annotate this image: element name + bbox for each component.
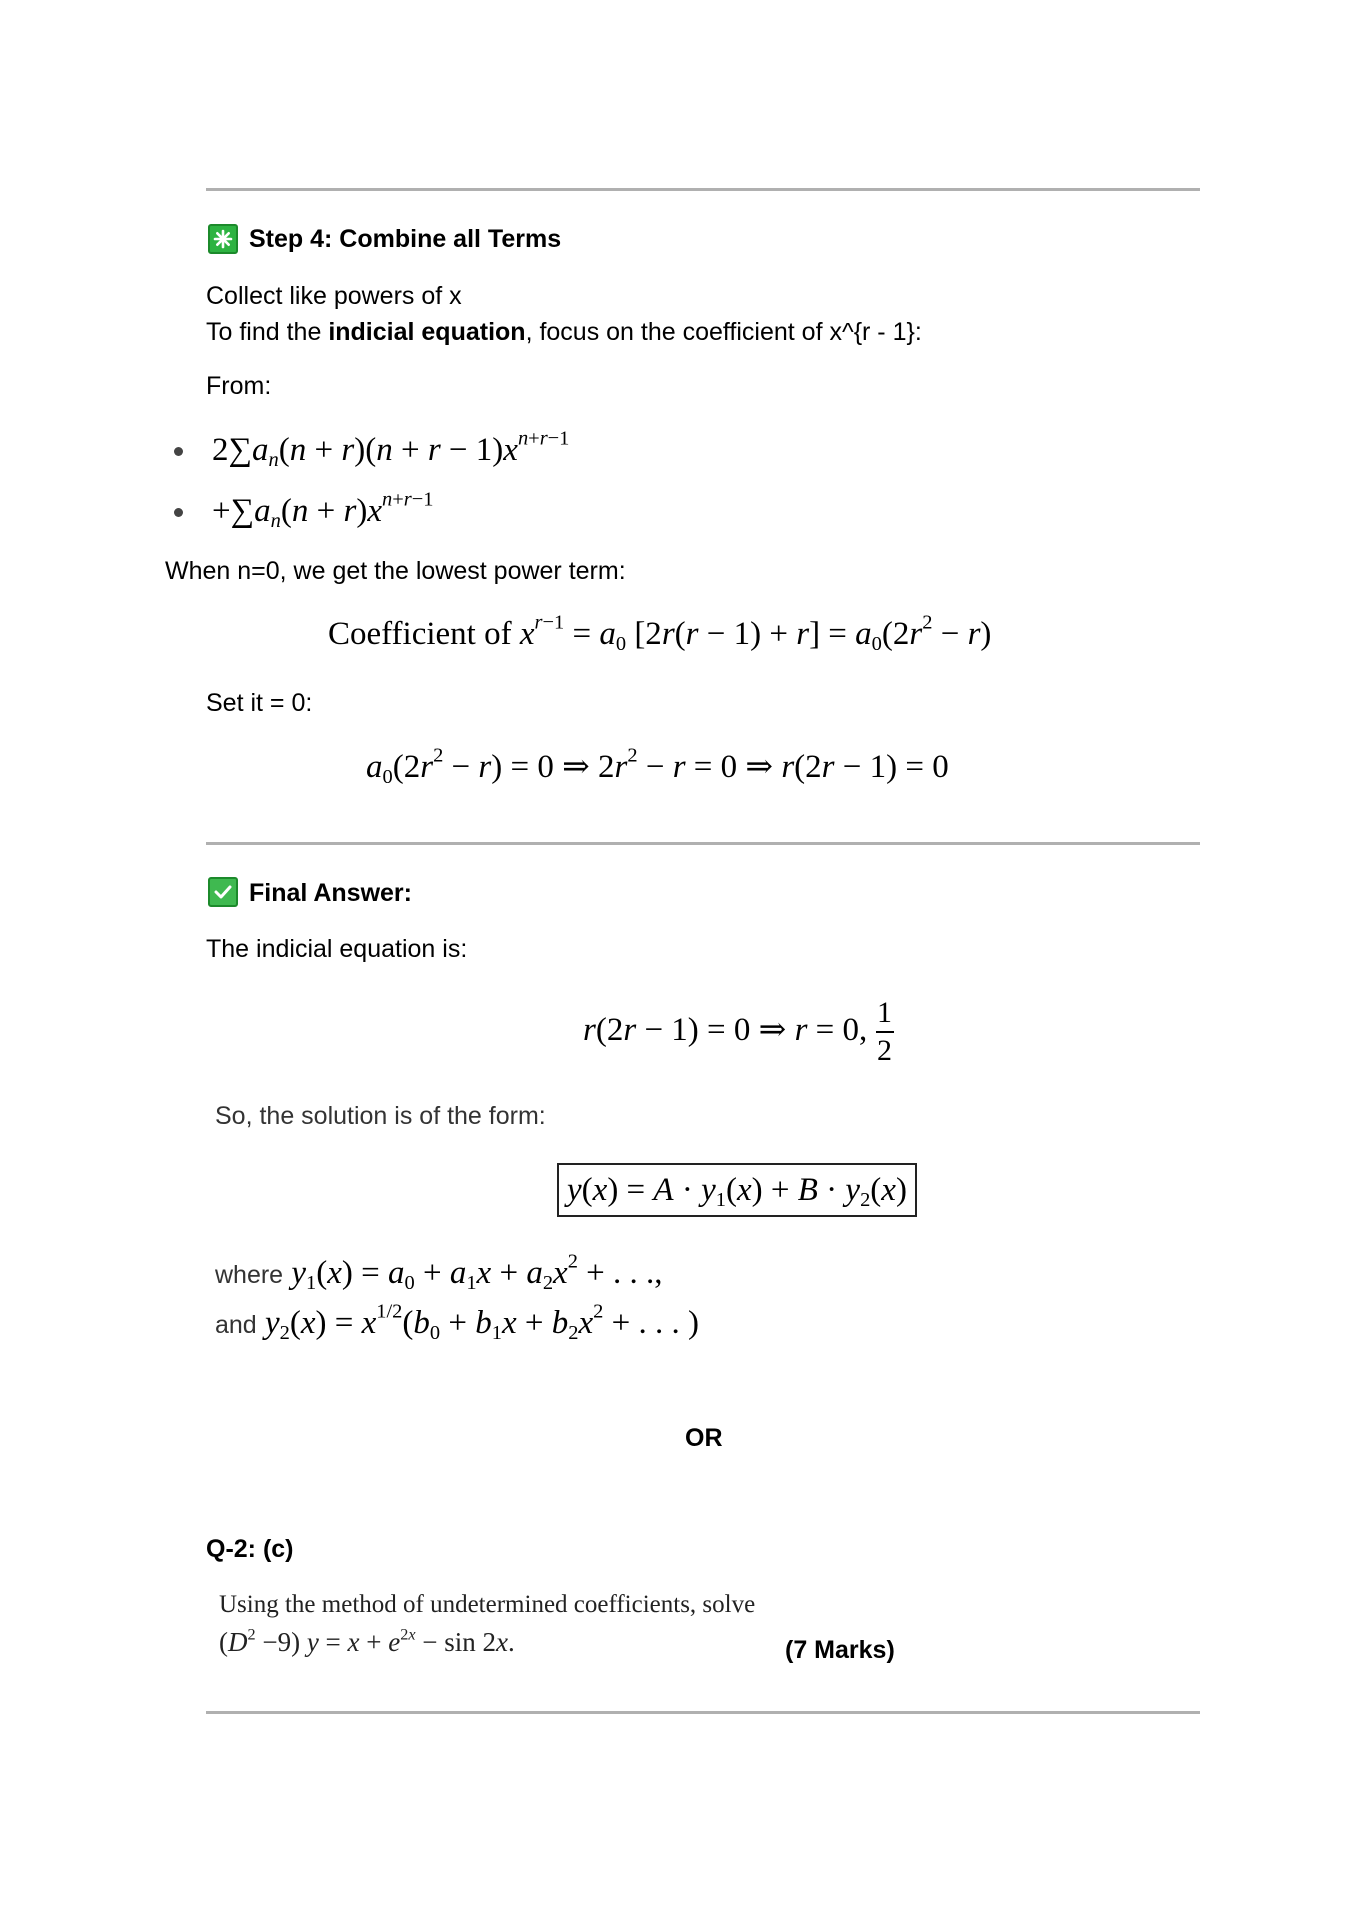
step4-line2-bold: indicial equation [328,318,526,346]
general-solution-box: $y(x) = A \cdot y_1(x) + B \cdot y_2(x)$ [557,1163,917,1217]
or-separator: OR [685,1424,723,1452]
fraction-one-half: $\frac{1}{2}$ [877,996,893,1068]
indicial-label: The indicial equation is: [206,935,468,963]
step4-line2-before: To find the [206,318,329,346]
step4-line2 [206,317,922,347]
coefficient-equation: Coefficient of $x^{r-1} = a_0$ $[2r(r - 1) + r] = a_0(2r^2 - r)$ [328,611,992,656]
y2-definition: and $y_2(x) = x^{1/2}(b_0 + b_1x + b_2x^2$ + . . . ) [215,1300,699,1345]
step4-line2-after: , focus on the coefficient of x^{r - 1}: [525,318,922,346]
set-zero-text: Set it = 0: [206,689,313,717]
question-text-line1: Using the method of undetermined coefficients, solve [219,1591,756,1618]
from-label: From: [206,372,272,400]
bottom-divider [206,1711,1200,1714]
bullet2-expression: $+\sum a_n(n + r)x^{n+r-1}$ [212,488,434,533]
solution-label: So, the solution is of the form: [215,1102,546,1130]
bullet1-expression: $2\sum a_n(n + r)(n + r - 1)x^{n+r-1}$ [212,427,570,472]
lowest-power-text: When n=0, we get the lowest power term: [165,557,626,585]
sparkle-icon [208,224,238,254]
y1-definition: where $y_1(x) = a_0 + a_1x + a_2x^2$ + . . ., [215,1250,663,1295]
zero-equation: $a_0(2r^2 - r) = 0$ ⇒ $2r^2 - r = 0$ ⇒ r(2r − 1) = 0 [366,744,949,789]
checkmark-icon [208,877,238,907]
roots-equation: r(2r − 1) = 0 ⇒ r = 0, $\frac{1}{2}$ [583,996,893,1068]
step4-heading: Step 4: Combine all Terms [249,225,562,253]
bullet-dot [174,447,183,456]
final-answer-heading: Final Answer: [249,879,412,907]
question-label: Q-2: (c) [206,1535,294,1563]
top-divider [206,188,1200,191]
section-divider [206,842,1200,845]
step4-line1: Collect like powers of x [206,282,462,310]
where-word: where [215,1261,284,1289]
and-word: and [215,1311,257,1339]
bullet-dot [174,508,183,517]
question-text-line2: $(D^2 -9) y = x + e^{2x} - \sin 2x$. [219,1625,515,1657]
marks-label: (7 Marks) [785,1636,895,1664]
